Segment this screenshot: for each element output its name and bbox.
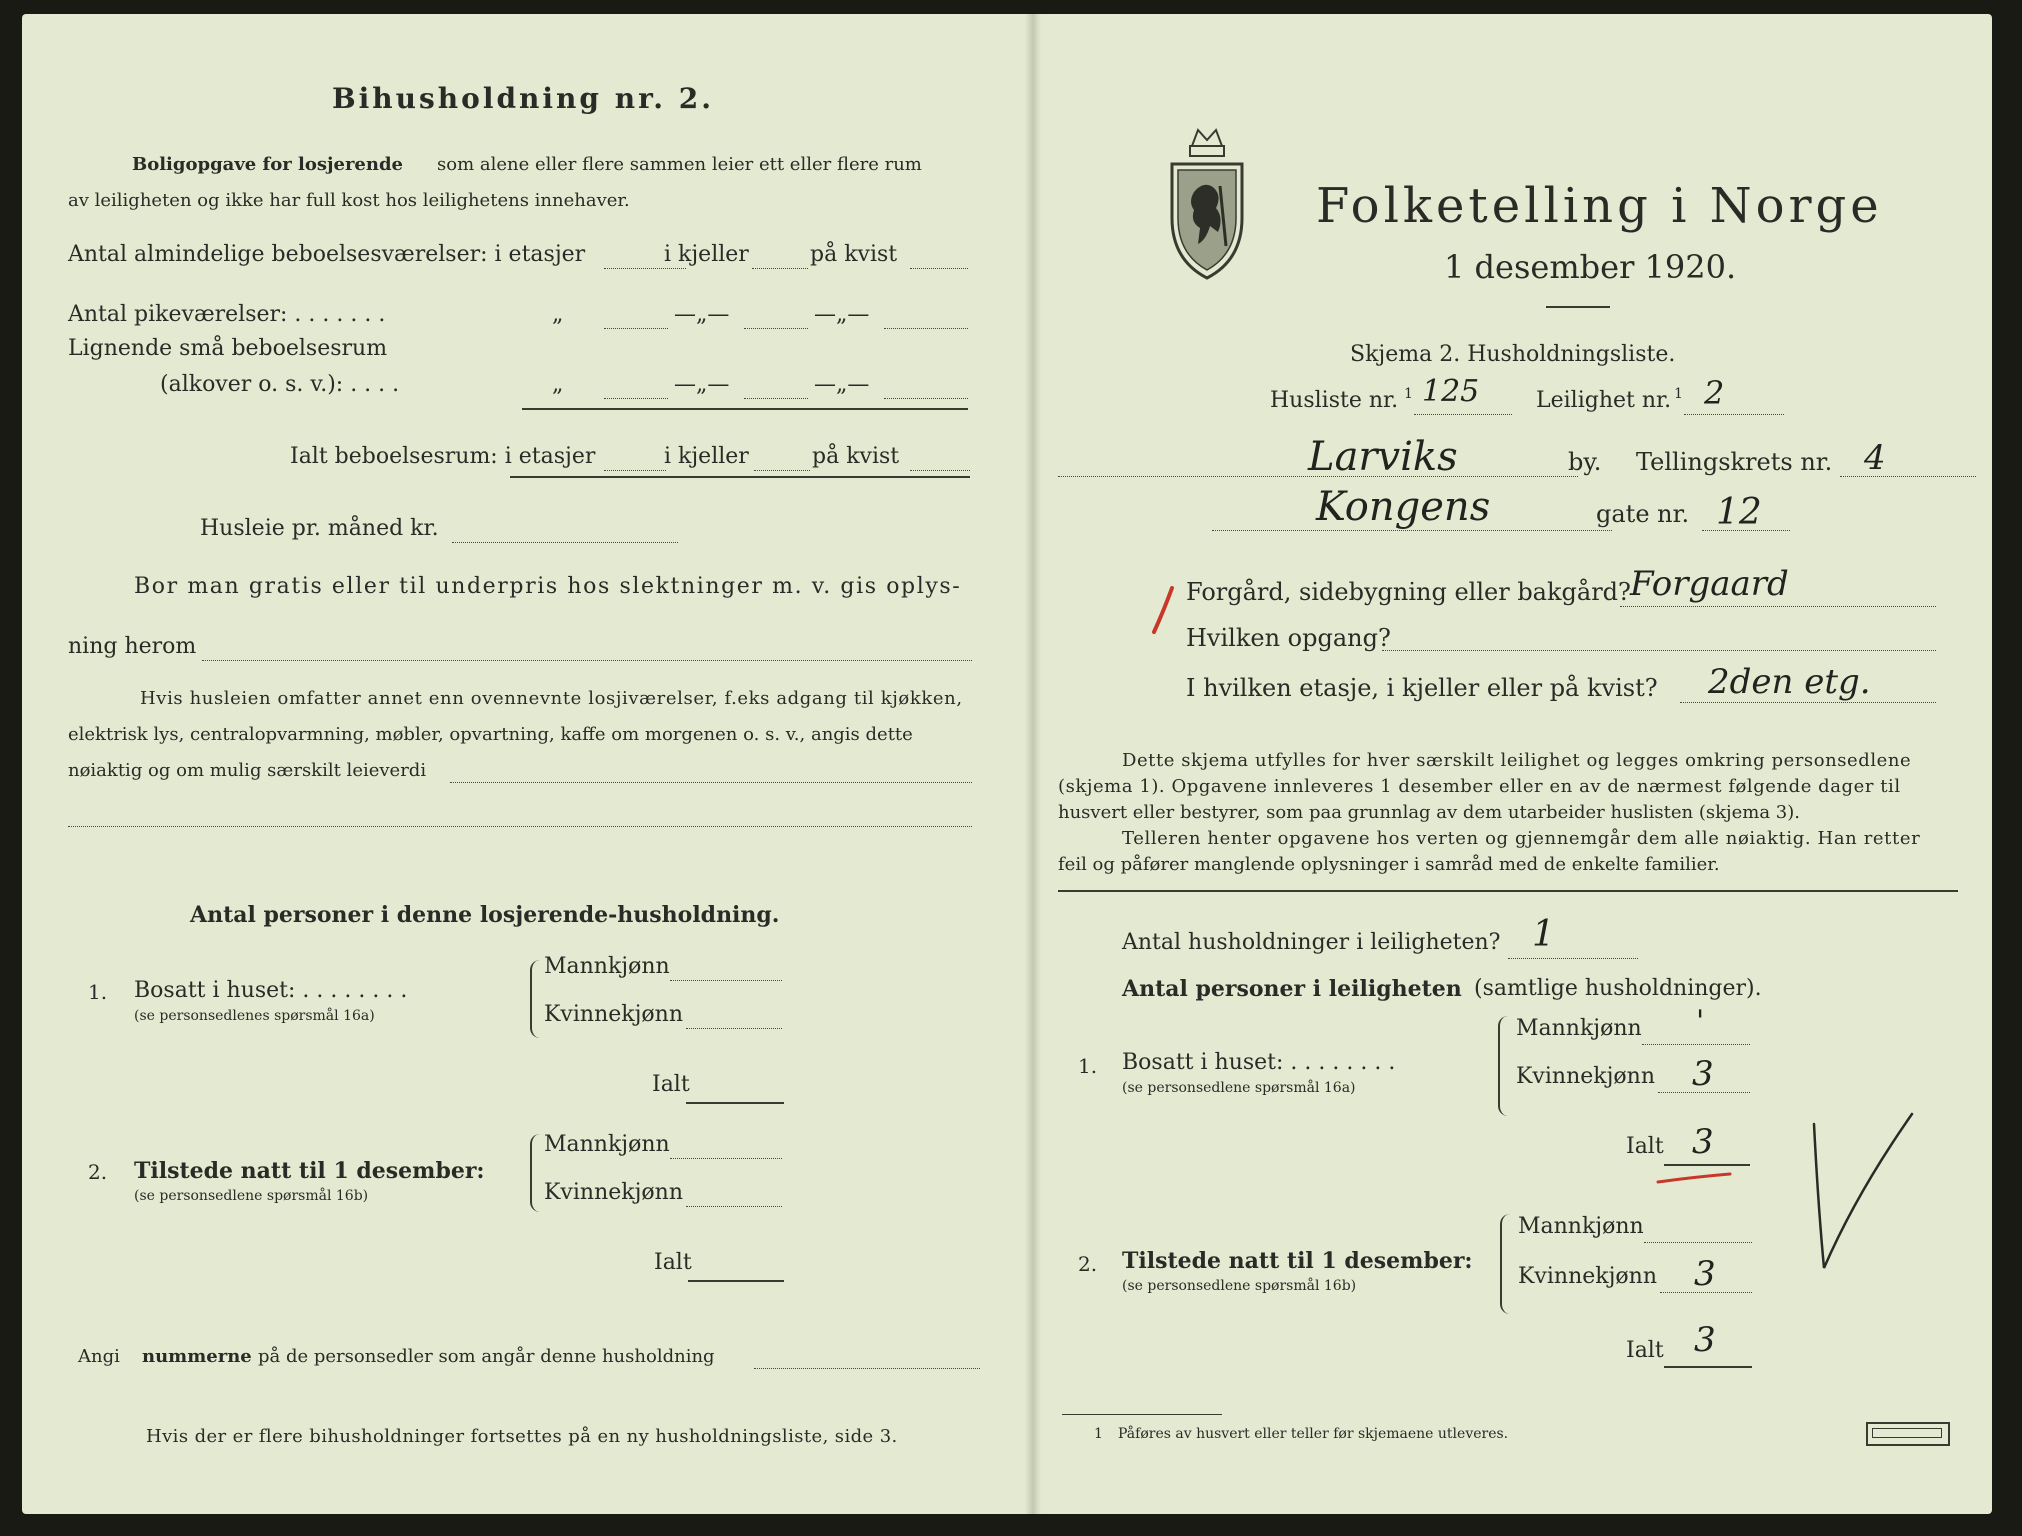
- lignende-rule: [522, 408, 968, 410]
- left-title: Bihusholdning nr. 2.: [332, 82, 714, 115]
- forgard-value: Forgaard: [1630, 564, 1789, 604]
- right-q1-mann-value: ': [1696, 1004, 1705, 1039]
- pike-ditto-3: —„—: [814, 302, 870, 327]
- left-q1-kvinne-field[interactable]: [686, 1028, 782, 1029]
- left-q1-kvinne-label: Kvinnekjønn: [544, 1002, 683, 1027]
- angi-field[interactable]: [754, 1368, 980, 1369]
- left-footer: Hvis der er flere bihusholdninger fortsettes på en ny husholdningsliste, side 3.: [146, 1426, 898, 1447]
- red-check-mark: [1146, 586, 1180, 636]
- coat-of-arms-icon: [1164, 122, 1250, 282]
- ialt-rule: [510, 476, 970, 478]
- bor-gratis-field[interactable]: [202, 660, 972, 661]
- title-underline: [1546, 306, 1610, 308]
- right-q1-kvinne-label: Kvinnekjønn: [1516, 1064, 1655, 1089]
- left-q1-mann-label: Mannkjønn: [544, 954, 670, 979]
- lignende-label-2: (alkover o. s. v.): . . . .: [160, 372, 400, 397]
- hvis-line1: Hvis husleien omfatter annet enn ovennevnte losjiværelser, f.eks adgang til kjøkken,: [140, 688, 963, 709]
- forgard-label: Forgård, sidebygning eller bakgård?: [1186, 578, 1631, 606]
- left-q2-mann-field[interactable]: [670, 1158, 782, 1159]
- info-rule: [1058, 890, 1958, 892]
- left-persons-heading: Antal personer i denne losjerende-husholdning.: [190, 902, 780, 928]
- lignende-label-1: Lignende små beboelsesrum: [68, 336, 388, 361]
- left-q2-mann-label: Mannkjønn: [544, 1132, 670, 1157]
- info-line4: Telleren henter opgavene hos verten og gjennemgår dem alle nøiaktig. Han retter: [1122, 828, 1921, 849]
- ialt-kjeller-field[interactable]: [754, 470, 810, 471]
- right-q1-ialt-label: Ialt: [1626, 1134, 1664, 1159]
- right-q1-sub: (se personsedlene spørsmål 16a): [1122, 1080, 1356, 1096]
- left-q1-ialt-label: Ialt: [652, 1072, 690, 1097]
- by-value: Larviks: [1308, 434, 1458, 480]
- gate-nr-value: 12: [1716, 492, 1762, 533]
- gate-value: Kongens: [1316, 484, 1491, 530]
- hvis-line2: elektrisk lys, centralopvarmning, møbler, opvartning, kaffe om morgenen o. s. v., angis dette: [68, 724, 913, 745]
- right-q2-mann-field[interactable]: [1644, 1242, 1752, 1243]
- left-q2-label: Tilstede natt til 1 desember:: [134, 1158, 485, 1184]
- bor-gratis-line2: ning herom: [68, 634, 197, 659]
- husleie-field[interactable]: [452, 542, 678, 543]
- ialt-rooms-label: Ialt beboelsesrum: i etasjer: [290, 444, 596, 469]
- pike-ditto-2: —„—: [674, 302, 730, 327]
- hush-label: Antal husholdninger i leiligheten?: [1122, 930, 1501, 955]
- left-q2-kvinne-field[interactable]: [686, 1206, 782, 1207]
- tick-mark: [1808, 1104, 1918, 1274]
- info-line3: husvert eller bestyrer, som paa grunnlag av dem utarbeider huslisten (skjema 3).: [1058, 802, 1800, 823]
- pike-label: Antal pikeværelser: . . . . . . .: [68, 302, 386, 327]
- rooms-label: Antal almindelige beboelsesværelser: i etasjer: [68, 242, 586, 267]
- left-q1-brace: [530, 960, 540, 1038]
- rooms-etasjer-field[interactable]: [604, 268, 686, 269]
- krets-label: Tellingskrets nr.: [1636, 448, 1833, 476]
- intro-line2: av leiligheten og ikke har full kost hos leilighetens innehaver.: [68, 190, 630, 211]
- leieverdi-field[interactable]: [450, 782, 972, 783]
- census-form-sheet: [22, 14, 1992, 1514]
- skjema-label: Skjema 2. Husholdningsliste.: [1350, 342, 1676, 367]
- krets-field[interactable]: [1840, 476, 1976, 477]
- intro-bold: Boligopgave for losjerende: [132, 154, 404, 175]
- husliste-value: 125: [1422, 374, 1480, 409]
- info-line1: Dette skjema utfylles for hver særskilt leilighet og legges omkring personsedlene: [1122, 750, 1912, 771]
- red-underline-mark: [1654, 1170, 1734, 1184]
- lignende-kvist-field[interactable]: [884, 398, 968, 399]
- left-q2-ialt-label: Ialt: [654, 1250, 692, 1275]
- opgang-field[interactable]: [1382, 650, 1936, 651]
- printer-stamp: [1866, 1422, 1950, 1446]
- husliste-sup: 1: [1404, 386, 1413, 402]
- right-persons-heading-bold: Antal personer i leiligheten: [1122, 976, 1462, 1002]
- left-q2-num: 2.: [88, 1160, 108, 1184]
- footnote-rule: [1062, 1414, 1222, 1415]
- etasje-field[interactable]: [1680, 702, 1936, 703]
- pike-kvist-field[interactable]: [884, 328, 968, 329]
- leilighet-field[interactable]: [1684, 414, 1784, 415]
- right-q2-ialt-label: Ialt: [1626, 1338, 1664, 1363]
- right-q1-mann-field[interactable]: [1642, 1044, 1750, 1045]
- right-q1-mann-label: Mannkjønn: [1516, 1016, 1642, 1041]
- rooms-kjeller-label: i kjeller: [664, 242, 749, 267]
- right-q2-num: 2.: [1078, 1252, 1098, 1276]
- right-q2-mann-label: Mannkjønn: [1518, 1214, 1644, 1239]
- by-label: by.: [1568, 448, 1602, 476]
- right-q1-ialt-field[interactable]: [1664, 1164, 1750, 1166]
- right-q2-ialt-value: 3: [1694, 1320, 1716, 1360]
- ialt-etasjer-field[interactable]: [604, 470, 666, 471]
- rooms-kvist-field[interactable]: [910, 268, 968, 269]
- right-q2-kvinne-value: 3: [1694, 1254, 1716, 1294]
- footnote-text: Påføres av husvert eller teller før skjemaene utleveres.: [1118, 1426, 1509, 1442]
- right-persons-heading-rest: (samtlige husholdninger).: [1474, 976, 1762, 1001]
- left-q2-kvinne-label: Kvinnekjønn: [544, 1180, 683, 1205]
- footnote-num: 1: [1094, 1426, 1103, 1442]
- pike-kjeller-field[interactable]: [744, 328, 808, 329]
- husliste-field[interactable]: [1414, 414, 1512, 415]
- left-q2-brace: [530, 1134, 540, 1212]
- leilighet-value: 2: [1704, 374, 1725, 412]
- right-date: 1 desember 1920.: [1444, 248, 1737, 286]
- right-q1-label: Bosatt i huset: . . . . . . . .: [1122, 1050, 1396, 1075]
- angi-bold: nummerne: [142, 1346, 252, 1367]
- page-fold: [1025, 14, 1041, 1514]
- left-q1-label: Bosatt i huset: . . . . . . . .: [134, 978, 408, 1003]
- right-q1-ialt-value: 3: [1692, 1122, 1714, 1162]
- hush-field[interactable]: [1508, 958, 1638, 959]
- info-line2: (skjema 1). Opgavene innleveres 1 desember eller en av de nærmest følgende dager til: [1058, 776, 1901, 797]
- right-q2-ialt-field[interactable]: [1664, 1366, 1752, 1368]
- right-q1-num: 1.: [1078, 1054, 1098, 1078]
- krets-value: 4: [1864, 438, 1886, 478]
- right-q2-kvinne-label: Kvinnekjønn: [1518, 1264, 1657, 1289]
- rooms-kjeller-field[interactable]: [752, 268, 808, 269]
- left-q1-ialt-field[interactable]: [686, 1102, 784, 1104]
- angi-rest: på de personsedler som angår denne husholdning: [258, 1346, 715, 1367]
- left-q1-num: 1.: [88, 980, 108, 1004]
- gate-label: gate nr.: [1596, 500, 1690, 528]
- left-q1-mann-field[interactable]: [670, 980, 782, 981]
- husliste-label: Husliste nr.: [1270, 388, 1399, 413]
- bor-gratis-line1: Bor man gratis eller til underpris hos slektninger m. v. gis oplys-: [134, 574, 962, 599]
- right-title: Folketelling i Norge: [1316, 178, 1883, 234]
- left-q1-sub: (se personsedlenes spørsmål 16a): [134, 1008, 375, 1024]
- lignende-kjeller-field[interactable]: [744, 398, 808, 399]
- right-q1-brace: [1498, 1016, 1508, 1116]
- leieverdi-field-2[interactable]: [68, 826, 972, 827]
- angi-pre: Angi: [78, 1346, 120, 1367]
- leilighet-label: Leilighet nr.: [1536, 388, 1672, 413]
- gate-field[interactable]: [1212, 530, 1612, 531]
- hvis-line3: nøiaktig og om mulig særskilt leieverdi: [68, 760, 427, 781]
- etasje-label: I hvilken etasje, i kjeller eller på kvist?: [1186, 674, 1658, 702]
- ialt-kvist-field[interactable]: [910, 470, 970, 471]
- rooms-kvist-label: på kvist: [810, 242, 898, 267]
- right-q2-label: Tilstede natt til 1 desember:: [1122, 1248, 1473, 1274]
- pike-ditto-1: „: [552, 302, 564, 327]
- lignende-ditto-3: —„—: [814, 372, 870, 397]
- lignende-ditto-1: „: [552, 372, 564, 397]
- ialt-kvist-label: på kvist: [812, 444, 900, 469]
- left-q2-ialt-field[interactable]: [688, 1280, 784, 1282]
- etasje-value: 2den etg.: [1708, 662, 1871, 702]
- info-line5: feil og påfører manglende oplysninger i samråd med de enkelte familier.: [1058, 854, 1720, 875]
- intro-rest: som alene eller flere sammen leier ett eller flere rum: [437, 154, 922, 175]
- leilighet-sup: 1: [1674, 386, 1683, 402]
- lignende-ditto-2: —„—: [674, 372, 730, 397]
- right-q2-brace: [1500, 1214, 1510, 1314]
- right-q1-kvinne-value: 3: [1692, 1054, 1714, 1094]
- right-q2-sub: (se personsedlene spørsmål 16b): [1122, 1278, 1357, 1294]
- left-q2-sub: (se personsedlene spørsmål 16b): [134, 1188, 369, 1204]
- hush-value: 1: [1532, 914, 1555, 955]
- pike-etasjer-field[interactable]: [604, 328, 668, 329]
- opgang-label: Hvilken opgang?: [1186, 624, 1391, 652]
- lignende-etasjer-field[interactable]: [604, 398, 668, 399]
- husleie-label: Husleie pr. måned kr.: [200, 516, 439, 541]
- forgard-field[interactable]: [1620, 606, 1936, 607]
- ialt-kjeller-label: i kjeller: [664, 444, 749, 469]
